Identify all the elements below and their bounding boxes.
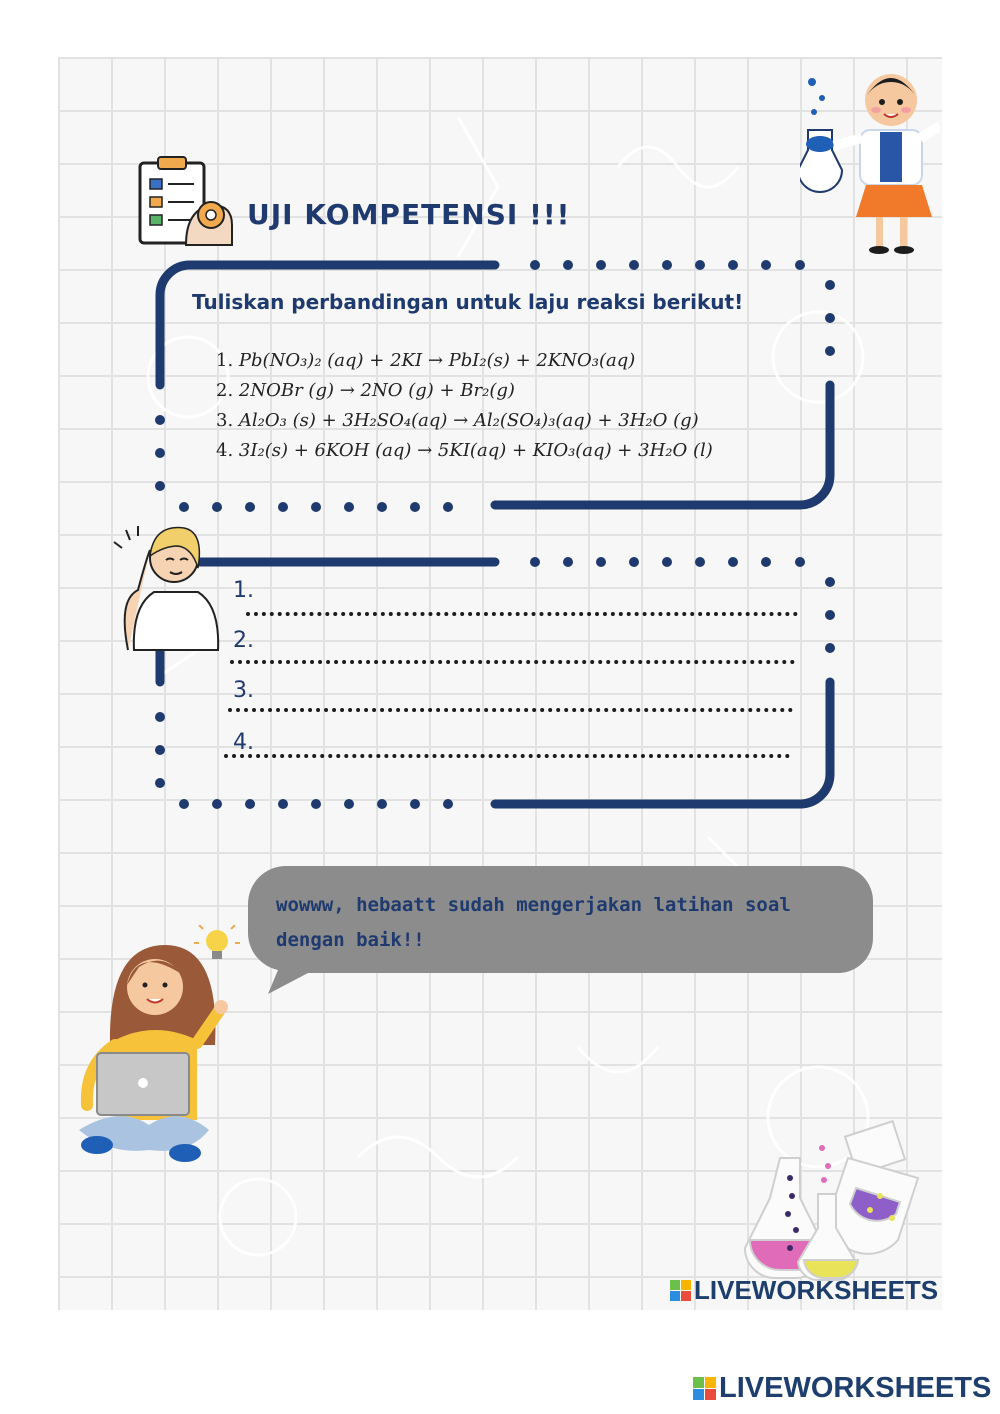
girl-laptop-illustration xyxy=(75,925,245,1170)
chemistry-flasks-illustration xyxy=(730,1118,940,1288)
answer-line-3[interactable] xyxy=(228,708,793,712)
logo-text: LIVEWORKSHEETS xyxy=(694,1275,939,1305)
answer-line-4[interactable] xyxy=(224,754,790,758)
reaction-equation: 2NOBr (g) → 2NO (g) + Br₂(g) xyxy=(238,380,515,401)
instruction-text: Tuliskan perbandingan untuk laju reaksi berikut! xyxy=(192,290,744,314)
reaction-equation: Al₂O₃ (s) + 3H₂SO₄(aq) → Al₂(SO₄)₃(aq) + 3H₂O (g) xyxy=(238,410,699,431)
answer-line-2[interactable] xyxy=(230,660,795,664)
reaction-1 xyxy=(216,350,635,371)
answer-label-3: 3. xyxy=(233,678,254,703)
reaction-equation: 3I₂(s) + 6KOH (aq) → 5KI(aq) + KIO₃(aq) + 3H₂O (l) xyxy=(238,440,713,461)
reaction-number: 4. xyxy=(216,440,234,461)
checklist-gear-icon xyxy=(136,155,236,250)
idea-boy-illustration xyxy=(108,520,223,652)
reaction-equation: Pb(NO₃)₂ (aq) + 2KI → PbI₂(s) + 2KNO₃(aq) xyxy=(238,350,636,371)
answer-line-1[interactable] xyxy=(246,612,798,616)
scientist-girl-illustration xyxy=(800,60,940,260)
reaction-3 xyxy=(216,410,699,431)
answer-label-1: 1. xyxy=(233,578,254,603)
page-title: UJI KOMPETENSI !!! xyxy=(247,198,571,231)
reaction-number: 1. xyxy=(216,350,234,371)
footer-logo-text: LIVEWORKSHEETS xyxy=(719,1372,992,1404)
reaction-number: 2. xyxy=(216,380,234,401)
reaction-2 xyxy=(216,380,515,401)
answer-label-4: 4. xyxy=(233,730,254,755)
answer-label-2: 2. xyxy=(233,628,254,653)
reaction-4 xyxy=(216,440,713,461)
liveworksheets-logo xyxy=(670,1275,938,1306)
footer-liveworksheets-logo xyxy=(693,1372,991,1405)
bubble-text: wowww, hebaatt sudah mengerjakan latihan soal dengan baik!! xyxy=(276,894,791,951)
liveworksheets-logo-icon xyxy=(693,1377,717,1401)
reaction-number: 3. xyxy=(216,410,234,431)
liveworksheets-logo-icon xyxy=(670,1280,692,1302)
